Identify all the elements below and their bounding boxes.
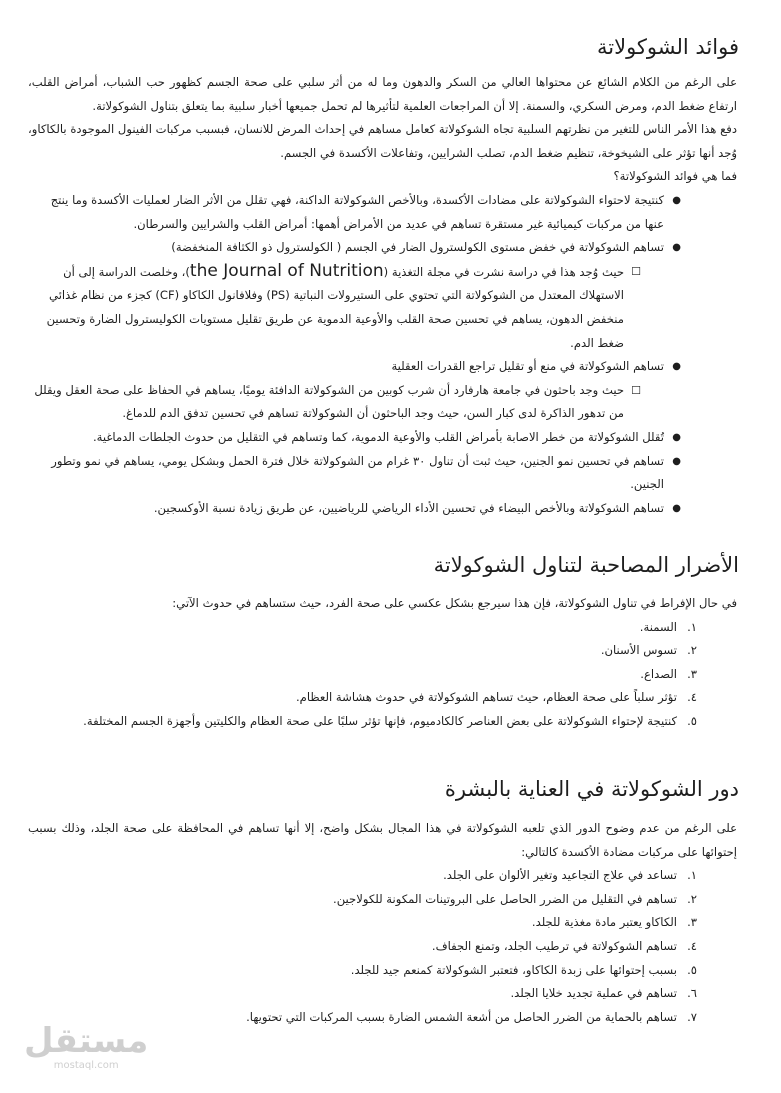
list-item: ١. تساعد في علاج التجاعيد وتغير الألوان على الجلد. xyxy=(443,868,697,883)
list-item: ● تساهم الشوكولاتة في خفض مستوى الكولسترول الضار في الجسم ( الكولسترول ذو الكثافة المنخفضة) xyxy=(28,236,681,260)
bullet-dot-icon: ● xyxy=(672,242,681,254)
list-item: ٤. تؤثر سلباً على صحة العظام، حيث تساهم الشوكولاتة في حدوث هشاشة العظام. xyxy=(295,690,697,705)
list-item: ● كنتيجة لاحتواء الشوكولاتة على مضادات الأكسدة، وبالأخص الشوكولاتة الداكنة، فهي تقلل من الأثر الضار لعمليات الأكسدة وما ينتج عنها من مركبات كيميائية غير مستقرة تساهم في عديد من الأمراض أهمها: أمراض القلب والشرايين والسرطان. xyxy=(28,189,681,236)
list-item: ● تساهم الشوكولاتة في منع أو تقليل تراجع القدرات العقلية xyxy=(28,355,681,379)
skin-list xyxy=(28,864,737,1029)
mostaql-watermark xyxy=(24,1022,148,1072)
list-item: ٤. تساهم الشوكولاتة في ترطيب الجلد، وتمنع الجفاف. xyxy=(431,938,697,953)
bullet-dot-icon: ● xyxy=(672,194,681,206)
bullet-square-icon: ☐ xyxy=(631,264,641,278)
list-item: ☐ حيث وُجد هذا في دراسة نشرت في مجلة التغذية (the Journal of Nutrition)، وخلصت الدراسة إلى أن الاستهلاك المعتدل من الشوكولاتة التي تحتوي على الستيرولات النباتية (PS) وفلافانول الكاكاو (CF) كجزء من نظام غذائي منخفض الدهون، يساهم في تحسين صحة القلب والأوعية الدموية عن طريق تقليل مستويات الكوليسترول الضارة وتحسين ضغط الدم. xyxy=(46,260,641,350)
bullet-dot-icon: ● xyxy=(672,455,681,467)
bullet-dot-icon: ● xyxy=(672,431,681,443)
heading-benefits: فوائد الشوكولاتة xyxy=(596,35,739,59)
list-item: ● تُقلل الشوكولاتة من خطر الاصابة بأمراض القلب والأوعية الدموية، كما وتساهم في التقليل من حدوث الجلطات الدماغية. xyxy=(28,426,681,450)
list-item: ● تساهم الشوكولاتة وبالأخص البيضاء في تحسين الأداء الرياضي للرياضيين، عن طريق زيادة نسبة الأوكسجين. xyxy=(28,497,681,521)
benefits-intro-1: على الرغم من الكلام الشائع عن محتواها العالي من السكر والدهون وما له من أثر سلبي على صحة الجسم كظهور حب الشباب، أمراض القلب، ارتفاع ضغط الدم، ومرض السكري، والسمنة. إلا أن المراجعات العلمية لتأثيرها لم تحمل جميعها أخبار سلبية بما يتعلق بتناول الشوكولاتة. xyxy=(28,75,737,113)
bullet-dot-icon: ● xyxy=(672,502,681,514)
benefits-question: فما هي فوائد الشوكولاتة؟ xyxy=(613,169,737,184)
list-item: ٦. تساهم في عملية تجديد خلايا الجلد. xyxy=(510,986,697,1001)
list-item: ٢. تسوس الأسنان. xyxy=(600,643,697,658)
section-skin-care xyxy=(28,817,737,1029)
watermark-url: mostaql.com xyxy=(53,1060,119,1071)
section-benefits xyxy=(28,71,737,520)
list-item: ٣. الصداع. xyxy=(640,666,697,681)
section-harms xyxy=(28,592,737,734)
list-item: ٥. كنتيجة لإحتواء الشوكولاتة على بعض العناصر كالكادميوم، فإنها تؤثر سلبًا على صحة العظام والكليتين وأجهزة الجسم المختلفة. xyxy=(83,713,697,728)
list-item: ٧. تساهم بالحماية من الضرر الحاصل من أشعة الشمس الضارة بسبب المركبات التي تحتويها. xyxy=(246,1009,697,1024)
heading-harms: الأضرار المصاحبة لتناول الشوكولاتة xyxy=(433,553,739,577)
harms-list xyxy=(28,616,737,734)
journal-name: the Journal of Nutrition xyxy=(189,260,384,281)
heading-skin-care: دور الشوكولاتة في العناية بالبشرة xyxy=(444,777,739,801)
list-item: ٢. تساهم في التقليل من الضرر الحاصل على البروتينات المكونة للكولاجين. xyxy=(333,891,697,906)
benefits-intro-2: دفع هذا الأمر الناس للتغير من نظرتهم السلبية تجاه الشوكولاتة كعامل مساهم في إحداث المرض للانسان، فبسبب مركبات الفينول الموجودة بالكاكاو، وُجد أنها تؤثر على الشيخوخة، تنظيم ضغط الدم، تصلب الشرايين، وتفاعلات الأكسدة في الجسم. xyxy=(28,122,737,160)
list-item: ١. السمنة. xyxy=(639,619,697,634)
watermark-logo: مستقل xyxy=(24,1021,149,1061)
list-item: ٥. بسبب إحتوائها على زبدة الكاكاو، فتعتبر الشوكولاتة كمنعم جيد للجلد. xyxy=(350,962,697,977)
benefits-list xyxy=(28,189,737,520)
harms-intro: في حال الإفراط في تناول الشوكولاتة، فإن هذا سيرجع بشكل عكسي على صحة الفرد، حيث ستساهم في حدوث الآتي: xyxy=(172,596,737,610)
skin-intro: على الرغم من عدم وضوح الدور الذي تلعبه الشوكولاتة في هذا المجال بشكل واضح، إلا أنها تساهم في المحافظة على صحة الجلد، وذلك بسبب إحتوائها على مركبات مضادة الأكسدة كالتالي: xyxy=(28,821,737,859)
bullet-dot-icon: ● xyxy=(672,361,681,373)
bullet-square-icon: ☐ xyxy=(631,383,641,397)
list-item: ☐ حيث وجد باحثون في جامعة هارفارد أن شرب كوبين من الشوكولاتة الدافئة يوميًا، يساهم في الحفاظ على صحة العقل ويقلل من تدهور الذاكرة لدى كبار السن، حيث وجد الباحثون أن الشوكولاتة تساهم في تحسين تدفق الدم للدماغ. xyxy=(28,379,641,426)
list-item: ● تساهم في تحسين نمو الجنين، حيث ثبت أن تناول ٣٠ غرام من الشوكولاتة خلال فترة الحمل وبشكل يومي، يساهم في نمو وتطور الجنين. xyxy=(28,450,681,497)
list-item: ٣. الكاكاو يعتبر مادة مغذية للجلد. xyxy=(531,915,697,930)
